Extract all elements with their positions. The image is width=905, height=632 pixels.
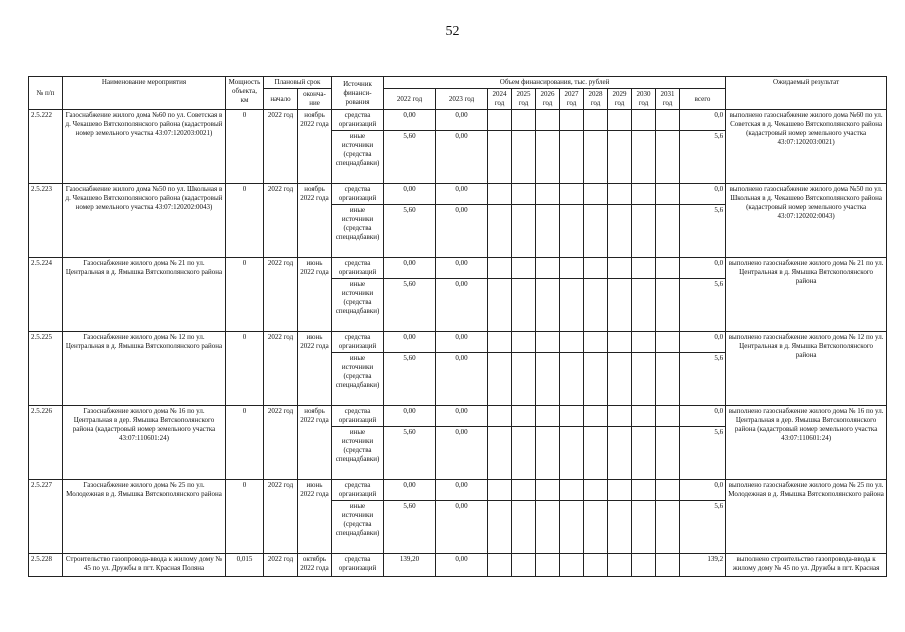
funding-source: иные источники (средства спецнадбавки) <box>332 131 384 184</box>
amount-empty <box>584 427 608 480</box>
amount-2022: 5,60 <box>384 279 436 332</box>
amount-total: 0,0 <box>680 480 726 501</box>
amount-empty <box>488 332 512 353</box>
amount-empty <box>536 554 560 577</box>
amount-empty <box>656 501 680 554</box>
amount-empty <box>632 406 656 427</box>
amount-empty <box>488 205 512 258</box>
amount-empty <box>656 184 680 205</box>
amount-empty <box>560 353 584 406</box>
funding-source: иные источники (средства спецнадбавки) <box>332 353 384 406</box>
table-row <box>29 258 887 279</box>
amount-empty <box>560 480 584 501</box>
header-end: оконча- ние <box>298 89 332 110</box>
amount-2022: 0,00 <box>384 258 436 279</box>
amount-2022: 0,00 <box>384 110 436 131</box>
amount-empty <box>512 406 536 427</box>
start-date: 2022 год <box>264 554 298 577</box>
table-row <box>29 184 887 205</box>
amount-empty <box>632 554 656 577</box>
capacity-value: 0 <box>226 184 264 258</box>
amount-empty <box>560 205 584 258</box>
funding-source: средства организаций <box>332 258 384 279</box>
amount-2022: 5,60 <box>384 501 436 554</box>
amount-empty <box>560 110 584 131</box>
amount-empty <box>536 406 560 427</box>
header-year: 2022 год <box>384 89 436 110</box>
amount-total: 0,0 <box>680 258 726 279</box>
funding-source: иные источники (средства спецнадбавки) <box>332 427 384 480</box>
header-year: 2023 год <box>436 89 488 110</box>
expected-result: выполнено строительство газопровода-ввода к жилому дому № 45 по ул. Дружбы в пгт. Красная <box>726 554 887 577</box>
start-date: 2022 год <box>264 406 298 480</box>
amount-2022: 139,20 <box>384 554 436 577</box>
header-year: 2027 год <box>560 89 584 110</box>
amount-empty <box>560 501 584 554</box>
amount-empty <box>656 131 680 184</box>
header-year: 2025 год <box>512 89 536 110</box>
amount-empty <box>584 205 608 258</box>
row-number: 2.5.224 <box>29 258 63 332</box>
amount-empty <box>632 184 656 205</box>
amount-empty <box>632 353 656 406</box>
amount-empty <box>632 258 656 279</box>
capacity-value: 0 <box>226 480 264 554</box>
amount-empty <box>536 353 560 406</box>
end-date: ноябрь 2022 года <box>298 406 332 480</box>
amount-empty <box>488 279 512 332</box>
amount-total: 139,2 <box>680 554 726 577</box>
amount-empty <box>488 501 512 554</box>
amount-empty <box>488 554 512 577</box>
row-number: 2.5.226 <box>29 406 63 480</box>
row-number: 2.5.228 <box>29 554 63 577</box>
header-start: начало <box>264 89 298 110</box>
amount-empty <box>632 332 656 353</box>
measure-name: Газоснабжение жилого дома № 16 по ул. Центральная в дер. Ямышка Вятскополянского района (кадастровый номер земельного участка 43:07:110601:24) <box>63 406 226 480</box>
measure-name: Газоснабжение жилого дома №50 по ул. Школьная в д. Чекашево Вятскополянского района (кадастровый номер земельного участка 43:07:120202:0043) <box>63 184 226 258</box>
amount-empty <box>584 501 608 554</box>
amount-empty <box>536 205 560 258</box>
amount-empty <box>536 184 560 205</box>
amount-empty <box>656 554 680 577</box>
amount-empty <box>608 258 632 279</box>
amount-2022: 5,60 <box>384 353 436 406</box>
header-capacity: Мощность объекта, км <box>226 77 264 110</box>
amount-empty <box>488 480 512 501</box>
funding-source: средства организаций <box>332 554 384 577</box>
amount-empty <box>488 427 512 480</box>
expected-result: выполнено газоснабжение жилого дома №60 по ул. Советская в д. Чекашево Вятскополянского района (кадастровый номер земельного участка 43:07:120203:0021) <box>726 110 887 184</box>
amount-empty <box>560 258 584 279</box>
amount-empty <box>584 279 608 332</box>
amount-2022: 0,00 <box>384 406 436 427</box>
funding-source: средства организаций <box>332 480 384 501</box>
amount-empty <box>536 258 560 279</box>
amount-empty <box>608 131 632 184</box>
amount-empty <box>632 131 656 184</box>
amount-empty <box>608 480 632 501</box>
row-number: 2.5.222 <box>29 110 63 184</box>
capacity-value: 0 <box>226 110 264 184</box>
amount-2023: 0,00 <box>436 554 488 577</box>
header-source: Источник финанси- рования <box>332 77 384 110</box>
header-year: 2029 год <box>608 89 632 110</box>
amount-empty <box>608 110 632 131</box>
amount-2022: 0,00 <box>384 184 436 205</box>
amount-total: 0,0 <box>680 184 726 205</box>
end-date: июнь 2022 года <box>298 480 332 554</box>
header-year: 2028 год <box>584 89 608 110</box>
amount-empty <box>560 279 584 332</box>
measures-table <box>28 76 887 577</box>
expected-result: выполнено газоснабжение жилого дома №50 по ул. Школьная в д. Чекашево Вятскополянского района (кадастровый номер земельного участка 43:07:120202:0043) <box>726 184 887 258</box>
amount-empty <box>488 353 512 406</box>
amount-total: 5,6 <box>680 501 726 554</box>
amount-2023: 0,00 <box>436 406 488 427</box>
amount-empty <box>656 353 680 406</box>
header-total: всего <box>680 89 726 110</box>
start-date: 2022 год <box>264 258 298 332</box>
amount-empty <box>488 184 512 205</box>
funding-source: средства организаций <box>332 110 384 131</box>
amount-empty <box>488 258 512 279</box>
measure-name: Газоснабжение жилого дома № 12 по ул. Центральная в д. Ямышка Вятскополянского района <box>63 332 226 406</box>
amount-empty <box>512 205 536 258</box>
capacity-value: 0 <box>226 258 264 332</box>
expected-result: выполнено газоснабжение жилого дома № 16 по ул. Центральная в дер. Ямышка Вятскополянского района (кадастровый номер земельного участка 43:07:110601:24) <box>726 406 887 480</box>
amount-empty <box>536 279 560 332</box>
start-date: 2022 год <box>264 184 298 258</box>
header-year: 2026 год <box>536 89 560 110</box>
amount-empty <box>608 406 632 427</box>
row-number: 2.5.227 <box>29 480 63 554</box>
measure-name: Газоснабжение жилого дома № 25 по ул. Молодежная в д. Ямышка Вятскополянского района <box>63 480 226 554</box>
header-result: Ожидаемый результат <box>726 77 887 110</box>
amount-empty <box>560 131 584 184</box>
expected-result: выполнено газоснабжение жилого дома № 21 по ул. Центральная в д. Ямышка Вятскополянского района <box>726 258 887 332</box>
amount-empty <box>656 480 680 501</box>
amount-2023: 0,00 <box>436 184 488 205</box>
amount-empty <box>560 184 584 205</box>
header-name: Наименование мероприятия <box>63 77 226 110</box>
amount-empty <box>560 332 584 353</box>
amount-2023: 0,00 <box>436 353 488 406</box>
amount-2023: 0,00 <box>436 258 488 279</box>
funding-source: средства организаций <box>332 184 384 205</box>
end-date: ноябрь 2022 года <box>298 110 332 184</box>
funding-source: иные источники (средства спецнадбавки) <box>332 279 384 332</box>
amount-empty <box>632 205 656 258</box>
funding-source: иные источники (средства спецнадбавки) <box>332 501 384 554</box>
table-row <box>29 332 887 353</box>
amount-empty <box>608 353 632 406</box>
amount-total: 5,6 <box>680 353 726 406</box>
end-date: июнь 2022 года <box>298 332 332 406</box>
amount-empty <box>608 501 632 554</box>
header-funding: Объем финансирования, тыс. рублей <box>384 77 726 89</box>
capacity-value: 0,015 <box>226 554 264 577</box>
header-row-1 <box>29 77 887 89</box>
amount-empty <box>656 110 680 131</box>
measure-name: Газоснабжение жилого дома №60 по ул. Советская в д. Чекашево Вятскополянского района (кадастровый номер земельного участка 43:07:120203:0021) <box>63 110 226 184</box>
amount-empty <box>512 353 536 406</box>
amount-empty <box>536 332 560 353</box>
amount-empty <box>656 406 680 427</box>
amount-2023: 0,00 <box>436 131 488 184</box>
amount-2023: 0,00 <box>436 110 488 131</box>
amount-empty <box>584 406 608 427</box>
start-date: 2022 год <box>264 332 298 406</box>
amount-empty <box>632 501 656 554</box>
amount-empty <box>560 427 584 480</box>
table-row <box>29 480 887 501</box>
amount-empty <box>584 480 608 501</box>
amount-empty <box>536 110 560 131</box>
measure-name: Газоснабжение жилого дома № 21 по ул. Центральная в д. Ямышка Вятскополянского района <box>63 258 226 332</box>
amount-empty <box>584 353 608 406</box>
amount-empty <box>584 184 608 205</box>
amount-total: 0,0 <box>680 110 726 131</box>
amount-empty <box>608 427 632 480</box>
amount-total: 5,6 <box>680 131 726 184</box>
funding-source: средства организаций <box>332 332 384 353</box>
funding-source: иные источники (средства спецнадбавки) <box>332 205 384 258</box>
amount-empty <box>608 205 632 258</box>
amount-2023: 0,00 <box>436 279 488 332</box>
expected-result: выполнено газоснабжение жилого дома № 25 по ул. Молодежная в д. Ямышка Вятскополянского района <box>726 480 887 554</box>
amount-empty <box>512 110 536 131</box>
amount-empty <box>632 480 656 501</box>
amount-empty <box>512 184 536 205</box>
amount-empty <box>584 332 608 353</box>
amount-empty <box>656 427 680 480</box>
page-number: 52 <box>445 24 460 39</box>
amount-empty <box>536 131 560 184</box>
amount-empty <box>512 501 536 554</box>
amount-empty <box>608 184 632 205</box>
end-date: ноябрь 2022 года <box>298 184 332 258</box>
amount-empty <box>536 501 560 554</box>
amount-2022: 5,60 <box>384 427 436 480</box>
amount-total: 5,6 <box>680 279 726 332</box>
row-number: 2.5.225 <box>29 332 63 406</box>
amount-empty <box>512 131 536 184</box>
amount-empty <box>512 554 536 577</box>
amount-empty <box>632 427 656 480</box>
amount-empty <box>488 110 512 131</box>
amount-empty <box>656 332 680 353</box>
amount-empty <box>584 131 608 184</box>
end-date: октябрь 2022 года <box>298 554 332 577</box>
header-year: 2030 год <box>632 89 656 110</box>
amount-empty <box>632 279 656 332</box>
amount-empty <box>656 258 680 279</box>
row-number: 2.5.223 <box>29 184 63 258</box>
header-plan-term: Плановый срок <box>264 77 332 89</box>
amount-2022: 5,60 <box>384 131 436 184</box>
amount-empty <box>608 279 632 332</box>
amount-empty <box>608 554 632 577</box>
amount-empty <box>512 332 536 353</box>
amount-empty <box>512 258 536 279</box>
amount-empty <box>632 110 656 131</box>
funding-source: средства организаций <box>332 406 384 427</box>
amount-empty <box>584 554 608 577</box>
table-row <box>29 554 887 577</box>
amount-empty <box>536 427 560 480</box>
capacity-value: 0 <box>226 332 264 406</box>
end-date: июнь 2022 года <box>298 258 332 332</box>
expected-result: выполнено газоснабжение жилого дома № 12 по ул. Центральная в д. Ямышка Вятскополянского района <box>726 332 887 406</box>
amount-2023: 0,00 <box>436 480 488 501</box>
amount-empty <box>536 480 560 501</box>
amount-2022: 0,00 <box>384 480 436 501</box>
amount-empty <box>488 131 512 184</box>
table-row <box>29 110 887 131</box>
amount-2023: 0,00 <box>436 205 488 258</box>
header-year: 2031 год <box>656 89 680 110</box>
measure-name: Строительство газопровода-ввода к жилому дому № 45 по ул. Дружбы в пгт. Красная Поляна <box>63 554 226 577</box>
amount-empty <box>656 205 680 258</box>
amount-empty <box>488 406 512 427</box>
amount-total: 5,6 <box>680 427 726 480</box>
amount-2022: 5,60 <box>384 205 436 258</box>
amount-empty <box>512 480 536 501</box>
amount-total: 5,6 <box>680 205 726 258</box>
amount-empty <box>584 110 608 131</box>
amount-2022: 0,00 <box>384 332 436 353</box>
amount-empty <box>560 406 584 427</box>
amount-2023: 0,00 <box>436 332 488 353</box>
amount-empty <box>656 279 680 332</box>
amount-2023: 0,00 <box>436 427 488 480</box>
amount-empty <box>512 279 536 332</box>
amount-2023: 0,00 <box>436 501 488 554</box>
header-num: № п/п <box>29 77 63 110</box>
amount-empty <box>608 332 632 353</box>
amount-empty <box>560 554 584 577</box>
amount-total: 0,0 <box>680 406 726 427</box>
start-date: 2022 год <box>264 110 298 184</box>
amount-total: 0,0 <box>680 332 726 353</box>
amount-empty <box>512 427 536 480</box>
amount-empty <box>584 258 608 279</box>
capacity-value: 0 <box>226 406 264 480</box>
table-body <box>29 110 887 577</box>
start-date: 2022 год <box>264 480 298 554</box>
header-year: 2024 год <box>488 89 512 110</box>
table-row <box>29 406 887 427</box>
